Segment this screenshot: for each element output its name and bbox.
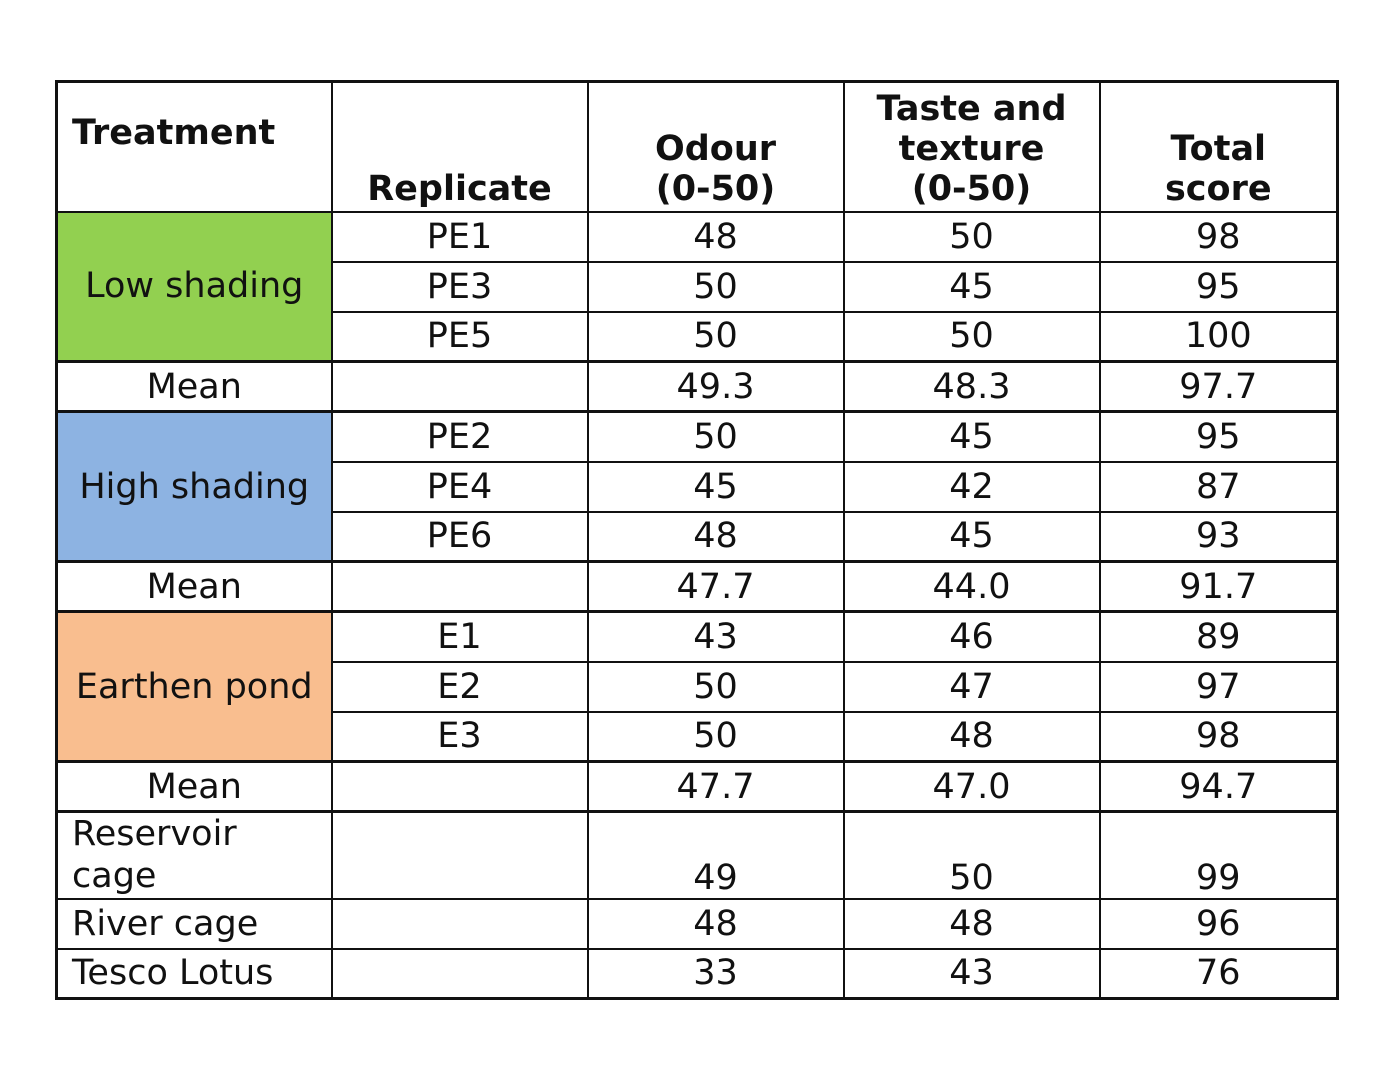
header-treatment: Treatment	[57, 82, 332, 212]
total-cell: 89	[1100, 612, 1338, 662]
treatment-cell-reservoir-cage	[57, 812, 332, 899]
odour-cell: 48	[588, 212, 844, 262]
total-cell: 98	[1100, 712, 1338, 762]
header-taste-line1: Taste and	[876, 88, 1067, 129]
empty-cell	[332, 899, 588, 949]
total-cell: 87	[1100, 462, 1338, 512]
mean-total-cell: 91.7	[1100, 562, 1338, 612]
odour-cell: 48	[588, 512, 844, 562]
taste-cell: 47	[844, 662, 1100, 712]
empty-cell	[332, 362, 588, 412]
header-total-line2: score	[1164, 168, 1272, 209]
odour-cell: 50	[588, 712, 844, 762]
empty-cell	[332, 949, 588, 999]
total-cell: 100	[1100, 312, 1338, 362]
mean-total-cell: 94.7	[1100, 762, 1338, 812]
taste-cell: 50	[844, 212, 1100, 262]
mean-odour-cell: 47.7	[588, 562, 844, 612]
odour-cell: 48	[588, 899, 844, 949]
header-taste-line2: texture	[898, 128, 1045, 169]
header-odour-line2: (0-50)	[655, 168, 776, 209]
treatment-cell-river-cage: River cage	[57, 899, 332, 949]
total-cell: 96	[1100, 899, 1338, 949]
odour-cell: 49	[588, 812, 844, 899]
header-total	[1100, 82, 1338, 212]
replicate-cell: PE2	[332, 412, 588, 462]
replicate-cell: PE6	[332, 512, 588, 562]
mean-taste-cell: 47.0	[844, 762, 1100, 812]
header-odour	[588, 82, 844, 212]
treatment-line2: cage	[72, 856, 157, 897]
odour-cell: 50	[588, 312, 844, 362]
mean-row	[57, 562, 1338, 612]
empty-cell	[332, 812, 588, 899]
replicate-cell: PE3	[332, 262, 588, 312]
mean-odour-cell: 47.7	[588, 762, 844, 812]
odour-cell: 45	[588, 462, 844, 512]
odour-cell: 50	[588, 662, 844, 712]
mean-row	[57, 362, 1338, 412]
replicate-cell: PE5	[332, 312, 588, 362]
group-cell-earthen-pond: Earthen pond	[57, 612, 332, 762]
taste-cell: 46	[844, 612, 1100, 662]
mean-label: Mean	[57, 762, 332, 812]
table-row	[57, 949, 1338, 999]
taste-cell: 45	[844, 262, 1100, 312]
total-cell: 99	[1100, 812, 1338, 899]
table-row	[57, 212, 1338, 262]
odour-cell: 33	[588, 949, 844, 999]
total-cell: 95	[1100, 262, 1338, 312]
mean-taste-cell: 48.3	[844, 362, 1100, 412]
sensory-score-table	[55, 80, 1339, 1000]
replicate-cell: E3	[332, 712, 588, 762]
total-cell: 95	[1100, 412, 1338, 462]
taste-cell: 45	[844, 512, 1100, 562]
mean-odour-cell: 49.3	[588, 362, 844, 412]
empty-cell	[332, 562, 588, 612]
group-cell-high-shading: High shading	[57, 412, 332, 562]
empty-cell	[332, 762, 588, 812]
taste-cell: 50	[844, 312, 1100, 362]
taste-cell: 43	[844, 949, 1100, 999]
mean-label: Mean	[57, 362, 332, 412]
taste-cell: 48	[844, 899, 1100, 949]
taste-cell: 45	[844, 412, 1100, 462]
replicate-cell: PE1	[332, 212, 588, 262]
treatment-cell-tesco-lotus: Tesco Lotus	[57, 949, 332, 999]
table-row	[57, 612, 1338, 662]
header-replicate: Replicate	[332, 82, 588, 212]
table-row	[57, 812, 1338, 899]
mean-label: Mean	[57, 562, 332, 612]
taste-cell: 42	[844, 462, 1100, 512]
taste-cell: 50	[844, 812, 1100, 899]
mean-row	[57, 762, 1338, 812]
table-row	[57, 412, 1338, 462]
group-cell-low-shading: Low shading	[57, 212, 332, 362]
replicate-cell: PE4	[332, 462, 588, 512]
treatment-line1: Reservoir	[72, 814, 237, 855]
replicate-cell: E2	[332, 662, 588, 712]
header-row	[57, 82, 1338, 212]
replicate-cell: E1	[332, 612, 588, 662]
total-cell: 76	[1100, 949, 1338, 999]
total-cell: 98	[1100, 212, 1338, 262]
header-odour-line1: Odour	[654, 128, 777, 169]
taste-cell: 48	[844, 712, 1100, 762]
mean-taste-cell: 44.0	[844, 562, 1100, 612]
odour-cell: 50	[588, 412, 844, 462]
mean-total-cell: 97.7	[1100, 362, 1338, 412]
odour-cell: 43	[588, 612, 844, 662]
header-taste-line3: (0-50)	[911, 168, 1032, 209]
header-total-line1: Total	[1170, 128, 1267, 169]
total-cell: 97	[1100, 662, 1338, 712]
total-cell: 93	[1100, 512, 1338, 562]
table-row	[57, 899, 1338, 949]
header-taste	[844, 82, 1100, 212]
odour-cell: 50	[588, 262, 844, 312]
